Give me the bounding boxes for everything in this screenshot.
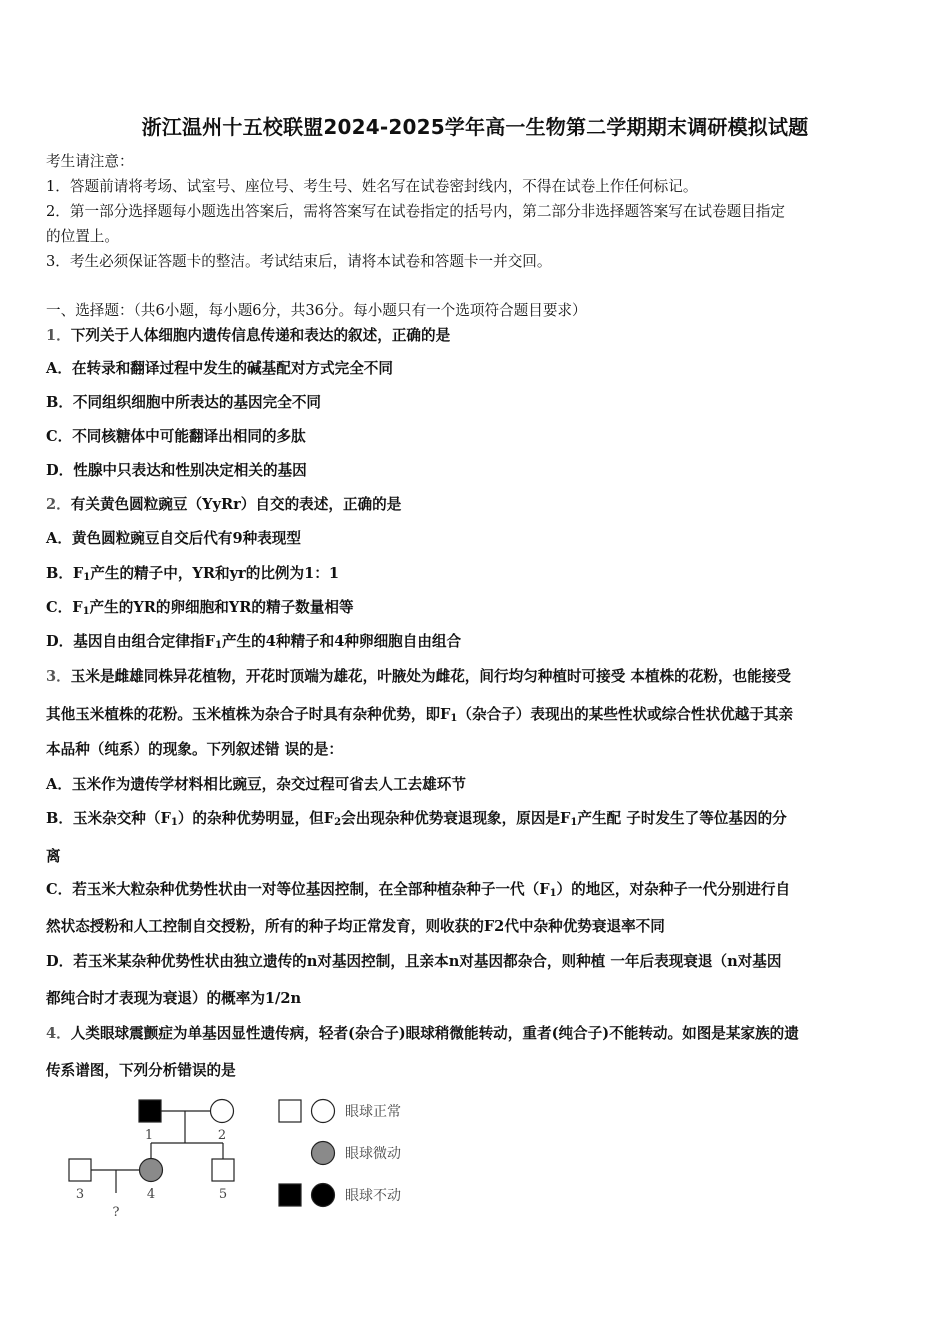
question-4-number: 4． [46,1025,71,1042]
q2-option-c [46,598,906,618]
legend-label-severe: 眼球不动 [345,1188,401,1204]
question-3-stem-3: 本品种（纯系）的现象。下列叙述错 误的是： [46,741,343,758]
q3-option-c-1 [46,880,906,900]
q3-c-post: ）的地区，对杂种子一代分别进行自 [556,881,791,898]
notice-item-2: 2．第一部分选择题每小题选出答案后，需将答案写在试卷指定的括号内，第二部分非选择题答案写在试卷题目指定 [46,203,785,220]
notice-item-3: 3．考生必须保证答题卡的整洁。考试结束后，请将本试卷和答题卡一并交回。 [46,253,552,270]
label-unknown: ? [112,1205,120,1220]
question-1-stem [46,326,906,346]
q3-b-sub-2: 2 [334,817,342,828]
q1-option-c: C．不同核糖体中可能翻译出相同的多肽 [46,428,306,445]
question-2-stem [46,495,906,515]
q3-option-a: A．玉米作为遗传学材料相比豌豆，杂交过程可省去人工去雄环节 [46,776,466,793]
question-1-number: 1． [46,327,71,344]
q3-option-c-2: 然状态授粉和人工控制自交授粉，所有的种子均正常发育，则收获的F2代中杂种优势衰退率不同 [46,918,665,935]
q2-d-post: 产生的4种精子和4种卵细胞自由组合 [221,633,462,650]
q2-d-sub: 1 [214,640,222,651]
individual-3-normal-male [69,1159,91,1181]
label-4: 4 [146,1187,156,1202]
q3-b-sub-1: 1 [170,817,178,828]
q3-b-pre: B．玉米杂交种（F [46,810,171,827]
q2-option-a: A．黄色圆粒豌豆自交后代有9种表现型 [46,530,301,547]
legend-mild-female [312,1142,335,1165]
section-heading: 一、选择题：（共6小题，每小题6分，共36分。每小题只有一个选项符合题目要求） [46,302,587,319]
q2-c-post: 产生的YR的卵细胞和YR的精子数量相等 [89,599,354,616]
legend-label-mild: 眼球微动 [345,1146,401,1162]
legend-severe-male [279,1184,301,1206]
q2-c-pre: C．F [46,599,83,616]
question-3-text-1: 玉米是雌雄同株异花植物，开花时顶端为雄花，叶腋处为雌花，间行均匀种植时可接受 本植株的花粉，也能接受 [70,668,791,685]
individual-5-normal-male [212,1159,234,1181]
notice-item-1: 1．答题前请将考场、试室号、座位号、考生号、姓名写在试卷密封线内，不得在试卷上作任何标记。 [46,178,698,195]
legend-label-normal: 眼球正常 [345,1104,401,1120]
question-3-stem-1 [46,667,906,687]
individual-1-affected-male [139,1100,161,1122]
pedigree-chart [55,1093,425,1223]
q3-option-d-1: D．若玉米某杂种优势性状由独立遗传的n对基因控制，且亲本n对基因都杂合，则种植 一年后表现衰退（n对基因 [46,953,782,970]
legend-normal-male [279,1100,301,1122]
question-3-stem-2 [46,705,906,725]
label-3: 3 [75,1187,85,1202]
label-1: 1 [144,1128,154,1143]
q3-stem2-pre: 其他玉米植株的花粉。玉米植株为杂合子时具有杂种优势，即F [46,706,451,723]
question-4-stem-1 [46,1024,906,1044]
label-5: 5 [218,1187,228,1202]
notice-item-2-cont: 的位置上。 [46,228,119,245]
q3-stem2-post: （杂合子）表现出的某些性状或综合性状优越于其亲 [457,706,794,723]
legend-severe-female [312,1184,335,1207]
q3-b-mid-2: 会出现杂种优势衰退现象，原因是F [341,810,571,827]
q1-option-d: D．性腺中只表达和性别决定相关的基因 [46,462,307,479]
individual-4-mild-female [140,1159,163,1182]
q2-c-sub: 1 [82,606,90,617]
q1-option-b: B．不同组织细胞中所表达的基因完全不同 [46,394,322,411]
question-1-text: 下列关于人体细胞内遗传信息传递和表达的叙述，正确的是 [70,327,451,344]
question-4-stem-2: 传系谱图，下列分析错误的是 [46,1062,236,1079]
q3-c-sub: 1 [549,888,557,899]
label-2: 2 [217,1128,227,1143]
legend-normal-female [312,1100,335,1123]
q2-option-b [46,564,906,584]
q2-option-d [46,632,906,652]
q3-option-b-2: 离 [46,848,61,865]
q1-option-a: A．在转录和翻译过程中发生的碱基配对方式完全不同 [46,360,393,377]
q3-option-b-1 [46,809,906,829]
q3-b-mid: ）的杂种优势明显，但F [177,810,335,827]
q2-b-pre: B．F [46,565,84,582]
q2-b-sub: 1 [83,572,91,583]
q3-b-post: 产生配 子时发生了等位基因的分 [577,810,787,827]
q3-c-pre: C．若玉米大粒杂种优势性状由一对等位基因控制，在全部种植杂种子一代（F [46,881,550,898]
q3-b-sub-3: 1 [570,817,578,828]
page-title: 浙江温州十五校联盟2024-2025学年高一生物第二学期期末调研模拟试题 [141,115,809,139]
q3-option-d-2: 都纯合时才表现为衰退）的概率为1/2n [46,990,302,1007]
question-2-number: 2． [46,496,71,513]
q2-d-pre: D．基因自由组合定律指F [46,633,215,650]
question-3-number: 3． [46,668,71,685]
notice-heading: 考生请注意： [46,153,134,170]
question-4-text-1: 人类眼球震颤症为单基因显性遗传病，轻者(杂合子)眼球稍微能转动，重者(纯合子)不能转动。如图是某家族的遗 [70,1025,799,1042]
q3-stem2-sub: 1 [450,713,458,724]
question-2-text: 有关黄色圆粒豌豆（YyRr）自交的表述，正确的是 [70,496,402,513]
individual-2-normal-female [211,1100,234,1123]
q2-b-post: 产生的精子中，YR和yr的比例为1：1 [90,565,340,582]
